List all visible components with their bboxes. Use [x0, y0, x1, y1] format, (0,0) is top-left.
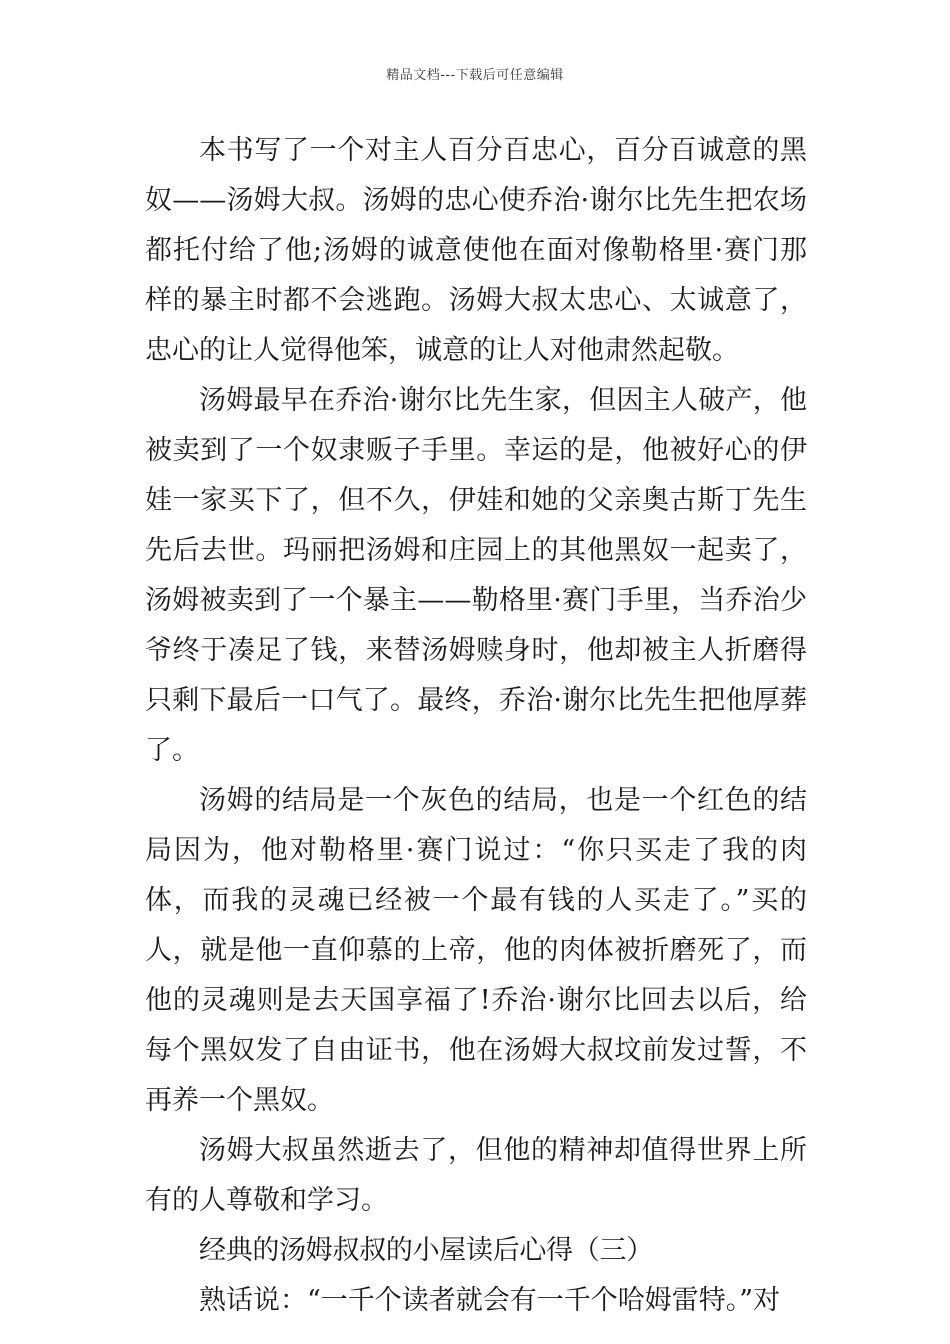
paragraph-1: 本书写了一个对主人百分百忠心，百分百诚意的黑奴——汤姆大叔。汤姆的忠心使乔治·谢尔比先生把农场都托付给了他;汤姆的诚意使他在面对像勒格里·赛门那样的暴主时都不会逃跑。汤姆大叔太忠心、太诚意了，忠心的让人觉得他笨，诚意的让人对他肃然起敬。 — [145, 135, 807, 366]
page-header: 精品文档---下载后可任意编辑 — [386, 68, 564, 83]
paragraph-3: 汤姆的结局是一个灰色的结局，也是一个红色的结局因为，他对勒格里·赛门说过：“你只买走了我的肉体，而我的灵魂已经被一个最有钱的人买走了。”买的人，就是他一直仰慕的上帝，他的肉体被折磨死了，而他的灵魂则是去天国享福了!乔治·谢尔比回去以后，给每个黑奴发了自由证书，他在汤姆大叔坟前发过誓，不再养一个黑奴。 — [145, 785, 807, 1116]
section-heading: 经典的汤姆叔叔的小屋读后心得（三） — [199, 1235, 653, 1266]
paragraph-2: 汤姆最早在乔治·谢尔比先生家，但因主人破产，他被卖到了一个奴隶贩子手里。幸运的是，他被好心的伊娃一家买下了，但不久，伊娃和她的父亲奥古斯丁先生先后去世。玛丽把汤姆和庄园上的其他黑奴一起卖了，汤姆被卖到了一个暴主——勒格里·赛门手里，当乔治少爷终于凑足了钱，来替汤姆赎身时，他却被主人折磨得只剩下最后一口气了。最终，乔治·谢尔比先生把他厚葬了。 — [145, 385, 807, 766]
paragraph-4: 汤姆大叔虽然逝去了，但他的精神却值得世界上所有的人尊敬和学习。 — [145, 1135, 807, 1216]
paragraph-5: 熟话说：“一千个读者就会有一千个哈姆雷特。”对 — [199, 1285, 781, 1316]
document-body — [145, 126, 807, 1326]
